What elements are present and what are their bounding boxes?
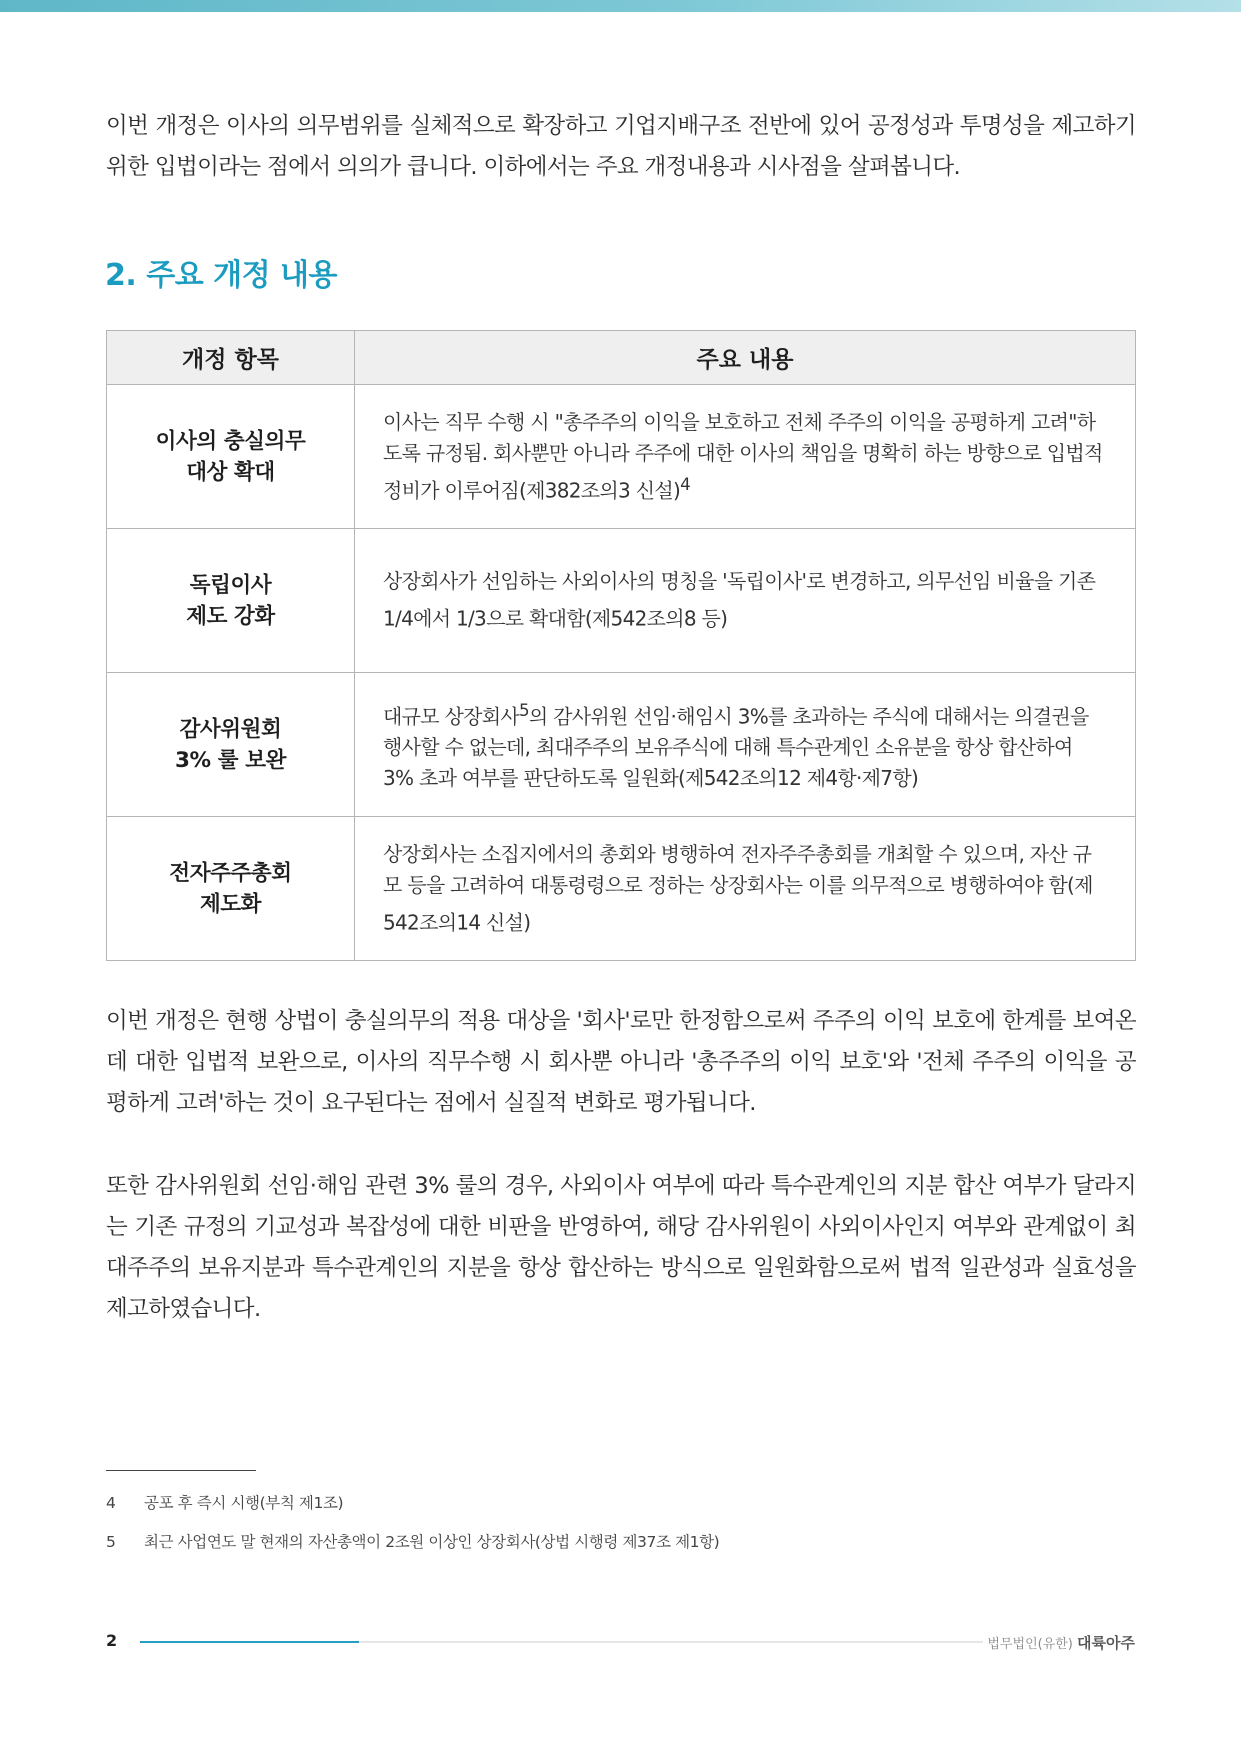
- footnote: [106, 1530, 719, 1552]
- row-content: [355, 817, 1136, 961]
- header-content: 주요 내용: [355, 331, 1136, 385]
- row-content: [355, 673, 1136, 817]
- row-content-text: 상장회사가 선임하는 사외이사의 명칭을 '독립이사'로 변경하고, 의무선임 비율을 기존 1/4에서 1/3으로 확대함(제542조의8 등): [383, 569, 1096, 631]
- section-heading: 2. 주요 개정 내용: [105, 258, 337, 293]
- row-item: 감사위원회 3% 룰 보완: [107, 673, 355, 817]
- firm-name: 대륙아주: [1077, 1634, 1135, 1652]
- table-row: [107, 385, 1136, 529]
- row-content-text: 대규모 상장회사: [383, 704, 519, 729]
- footnote-text: 공포 후 즉시 시행(부칙 제1조): [144, 1494, 344, 1512]
- top-accent-bar: [0, 0, 1241, 12]
- row-content-text: 상장회사는 소집지에서의 총회와 병행하여 전자주주총회를 개최할 수 있으며, 자산 규모 등을 고려하여 대통령령으로 정하는 상장회사는 이를 의무적으로 병행하여야 함(제542조의14 신설): [383, 841, 1093, 935]
- firm-prefix: 법무법인(유한): [987, 1637, 1073, 1652]
- analysis-paragraph-1: 이번 개정은 현행 상법이 충실의무의 적용 대상을 '회사'로만 한정함으로써 주주의 이익 보호에 한계를 보여온 데 대한 입법적 보완으로, 이사의 직무수행 시 회사뿐 아니라 '총주주의 이익 보호'와 '전체 주주의 이익을 공평하게 고려'하는 것이 요구된다는 점에서 실질적 변화로 평가됩니다.: [106, 1008, 1136, 1116]
- row-content: [355, 385, 1136, 529]
- footnote-divider: [106, 1470, 256, 1471]
- firm-brand: [987, 1632, 1135, 1653]
- page-progress-fill: [140, 1641, 359, 1643]
- intro-paragraph: 이번 개정은 이사의 의무범위를 실체적으로 확장하고 기업지배구조 전반에 있어 공정성과 투명성을 제고하기 위한 입법이라는 점에서 의의가 큽니다. 이하에서는 주요 개정내용과 시사점을 살펴봅니다.: [106, 113, 1136, 180]
- row-content: [355, 529, 1136, 673]
- footnote-ref[interactable]: 4: [680, 474, 690, 494]
- row-item: 전자주주총회 제도화: [107, 817, 355, 961]
- footnote-number: 4: [106, 1494, 116, 1512]
- amendment-table: [106, 330, 1136, 961]
- row-content-text-after: 의 감사위원 선임·해임시 3%를 초과하는 주식에 대해서는 의결권을 행사할 수 없는데, 최대주주의 보유주식에 대해 특수관계인 소유분을 항상 합산하여 3% 초과 여부를 판단하도록 일원화(제542조의12 제4항·제7항): [383, 704, 1089, 791]
- table-row: [107, 673, 1136, 817]
- page-number: 2: [106, 1631, 118, 1650]
- analysis-paragraph-2: 또한 감사위원회 선임·해임 관련 3% 룰의 경우, 사외이사 여부에 따라 특수관계인의 지분 합산 여부가 달라지는 기존 규정의 기교성과 복잡성에 대한 비판을 반영하여, 해당 감사위원이 사외이사인지 여부와 관계없이 최대주주의 보유지분과 특수관계인의 지분을 항상 합산하는 방식으로 일원화함으로써 법적 일관성과 실효성을 제고하였습니다.: [106, 1173, 1136, 1322]
- row-item: 이사의 충실의무 대상 확대: [107, 385, 355, 529]
- footnote-text: 최근 사업연도 말 현재의 자산총액이 2조원 이상인 상장회사(상법 시행령 제37조 제1항): [144, 1533, 720, 1551]
- page-progress-bar: [140, 1641, 983, 1643]
- footnote-ref[interactable]: 5: [519, 700, 529, 720]
- footnote: [106, 1491, 343, 1513]
- row-content-text: 이사는 직무 수행 시 "총주주의 이익을 보호하고 전체 주주의 이익을 공평하게 고려"하도록 규정됨. 회사뿐만 아니라 주주에 대한 이사의 책임을 명확히 하는 방향으로 입법적 정비가 이루어짐(제382조의3 신설): [383, 409, 1103, 503]
- footnote-number: 5: [106, 1533, 116, 1551]
- row-item: 독립이사 제도 강화: [107, 529, 355, 673]
- header-item: 개정 항목: [107, 331, 355, 385]
- table-row: [107, 529, 1136, 673]
- table-row: [107, 817, 1136, 961]
- table-header-row: [107, 331, 1136, 385]
